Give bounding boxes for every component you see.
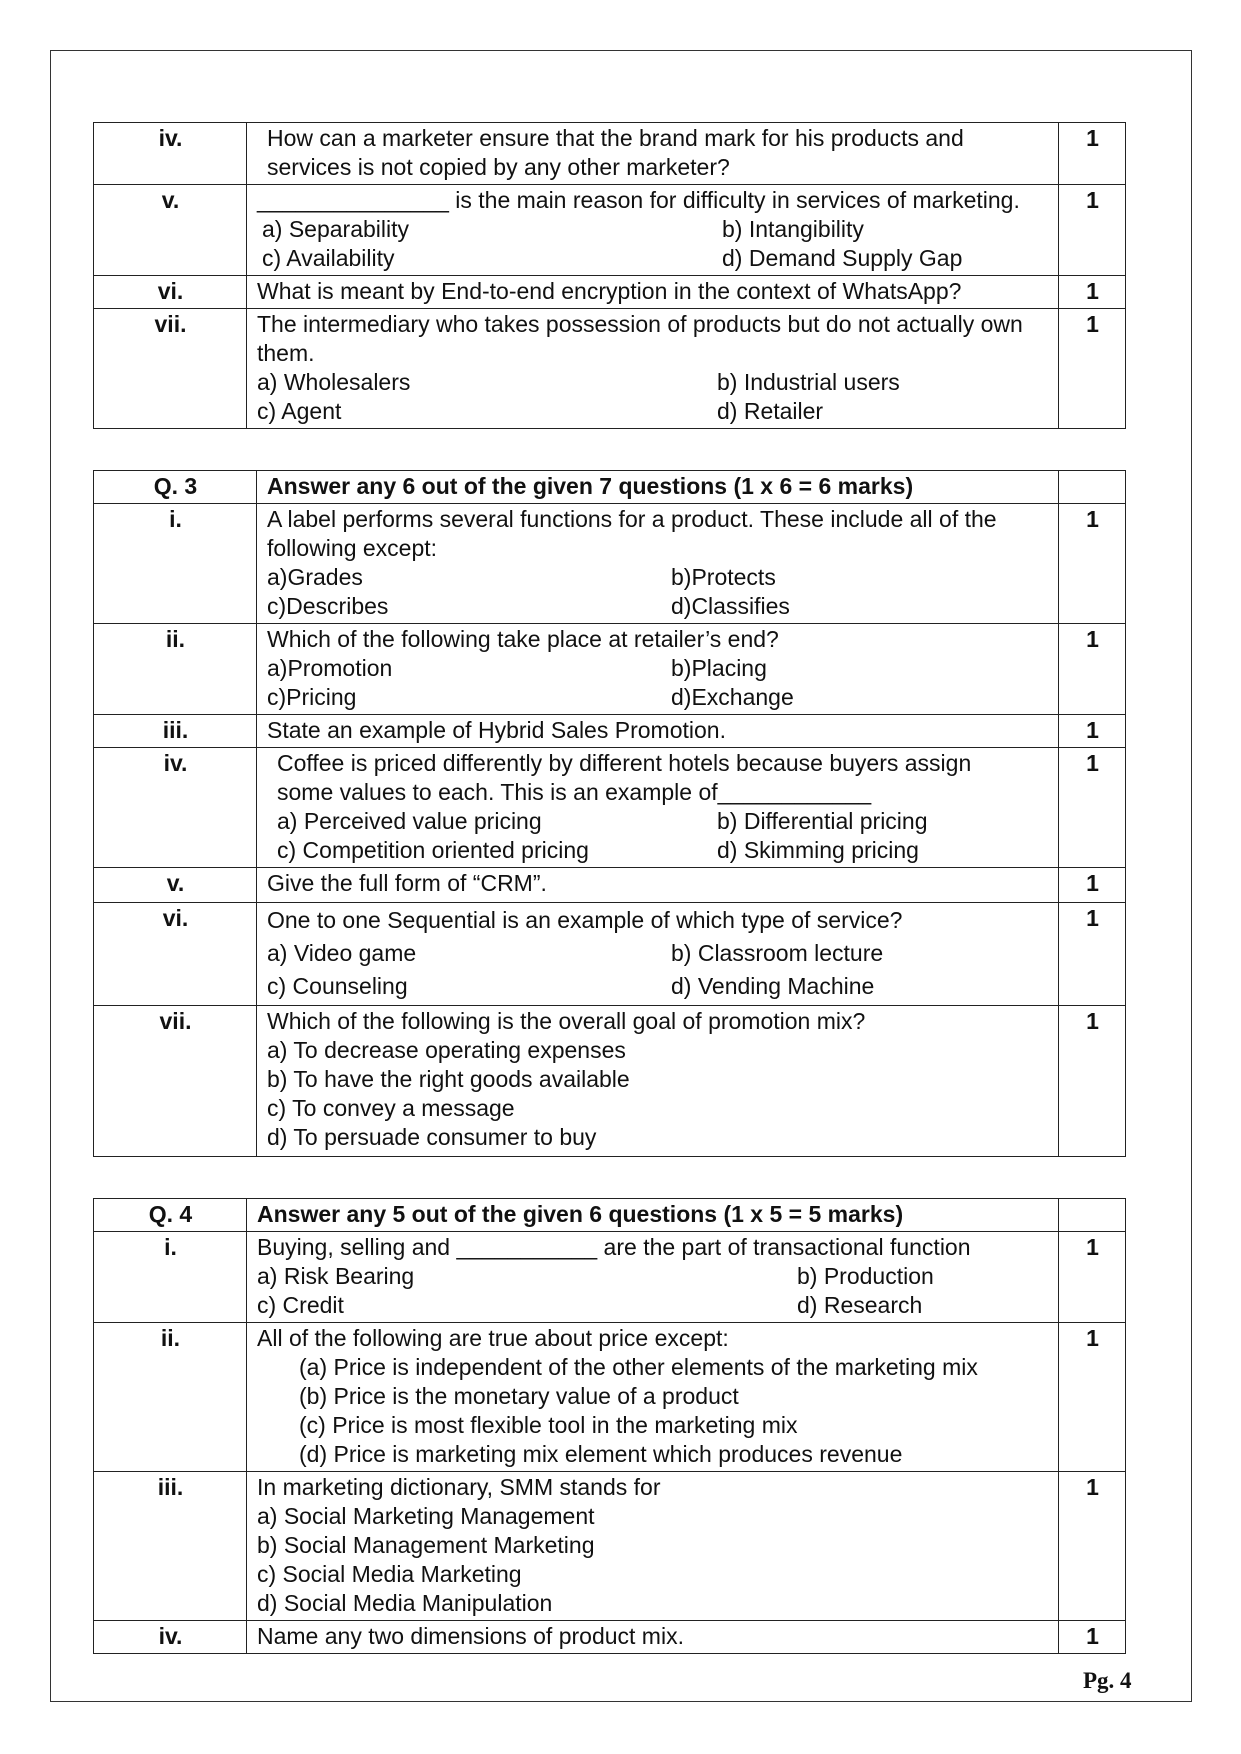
- question-number: iii.: [94, 715, 257, 748]
- option: (d) Price is marketing mix element which produces revenue: [299, 1441, 903, 1467]
- section-heading: Answer any 5 out of the given 6 questions (1 x 5 = 5 marks): [247, 1199, 1059, 1232]
- question-text: Give the full form of “CRM”.: [257, 868, 1059, 903]
- section-number: Q. 4: [94, 1199, 247, 1232]
- table-row: [94, 748, 1126, 868]
- option: b) Social Management Marketing: [257, 1532, 595, 1558]
- question-mark: 1: [1059, 1472, 1126, 1621]
- table-row: [94, 123, 1126, 185]
- option: b) Intangibility: [722, 216, 864, 242]
- table-header-row: [94, 471, 1126, 504]
- option: d)Classifies: [671, 593, 790, 619]
- question-text: [247, 1323, 1059, 1472]
- option: b) Industrial users: [717, 369, 900, 395]
- option: a) Video game: [267, 940, 417, 966]
- option: d) Demand Supply Gap: [722, 245, 963, 271]
- section-heading: Answer any 6 out of the given 7 questions (1 x 6 = 6 marks): [257, 471, 1059, 504]
- table-row: [94, 185, 1126, 276]
- question-mark: 1: [1059, 748, 1126, 868]
- question-text: [247, 1232, 1059, 1323]
- question-number: ii.: [94, 1323, 247, 1472]
- question-mark: 1: [1059, 276, 1126, 309]
- section-number: Q. 3: [94, 471, 257, 504]
- option: (c) Price is most flexible tool in the marketing mix: [299, 1412, 798, 1438]
- question-line: Which of the following is the overall goal of promotion mix?: [267, 1008, 866, 1034]
- question-mark: 1: [1059, 309, 1126, 429]
- section-mark-cell: [1059, 1199, 1126, 1232]
- option: b) Production: [797, 1263, 934, 1289]
- option: d) Social Media Manipulation: [257, 1590, 553, 1616]
- question-line: Coffee is priced differently by different hotels because buyers assign: [277, 750, 972, 776]
- question-text: [247, 185, 1059, 276]
- question-text: [247, 123, 1059, 185]
- question-text: State an example of Hybrid Sales Promotion.: [257, 715, 1059, 748]
- table-row: [94, 504, 1126, 624]
- option: (a) Price is independent of the other elements of the marketing mix: [299, 1354, 978, 1380]
- option: c) Availability: [262, 245, 395, 271]
- question-text: [257, 748, 1059, 868]
- question-mark: 1: [1059, 1323, 1126, 1472]
- option: (b) Price is the monetary value of a product: [299, 1383, 739, 1409]
- option: c) Credit: [257, 1292, 344, 1318]
- option: a) Wholesalers: [257, 369, 411, 395]
- table-row: [94, 1323, 1126, 1472]
- question-number: vii.: [94, 1006, 257, 1157]
- table-row: [94, 868, 1126, 903]
- option: a) Perceived value pricing: [277, 808, 542, 834]
- option: a) Risk Bearing: [257, 1263, 415, 1289]
- question-number: v.: [94, 185, 247, 276]
- table-row: [94, 903, 1126, 1006]
- option: c) Agent: [257, 398, 342, 424]
- section-mark-cell: [1059, 471, 1126, 504]
- option: b)Protects: [671, 564, 776, 590]
- option: d) Vending Machine: [671, 973, 875, 999]
- question-line: The intermediary who takes possession of products but do not actually own them.: [257, 311, 1023, 366]
- question-mark: 1: [1059, 903, 1126, 1006]
- question-line: services is not copied by any other marketer?: [267, 154, 730, 180]
- option: c)Pricing: [267, 684, 357, 710]
- question-number: i.: [94, 504, 257, 624]
- question-number: vii.: [94, 309, 247, 429]
- question-number: vi.: [94, 276, 247, 309]
- question-text: [257, 624, 1059, 715]
- option: a)Grades: [267, 564, 363, 590]
- question-text: [257, 903, 1059, 1006]
- option: d) Retailer: [717, 398, 824, 424]
- question-mark: 1: [1059, 123, 1126, 185]
- answer-options: [267, 654, 1049, 712]
- option: b) Classroom lecture: [671, 940, 884, 966]
- question-text: [257, 504, 1059, 624]
- table-header-row: [94, 1199, 1126, 1232]
- question-text: [247, 1472, 1059, 1621]
- question-line: All of the following are true about price except:: [257, 1325, 729, 1351]
- question-mark: 1: [1059, 1232, 1126, 1323]
- option: c)Describes: [267, 593, 389, 619]
- page-number: Pg. 4: [1083, 1668, 1132, 1693]
- answer-options: [277, 807, 1049, 865]
- question-mark: 1: [1059, 1621, 1126, 1654]
- question-mark: 1: [1059, 715, 1126, 748]
- question-text: Name any two dimensions of product mix.: [247, 1621, 1059, 1654]
- option: b) To have the right goods available: [267, 1066, 630, 1092]
- table-row: [94, 624, 1126, 715]
- question-text: [247, 309, 1059, 429]
- question-line: One to one Sequential is an example of which type of service?: [267, 907, 903, 933]
- table-row: [94, 309, 1126, 429]
- question-line: In marketing dictionary, SMM stands for: [257, 1474, 661, 1500]
- question-mark: 1: [1059, 624, 1126, 715]
- option: a) Separability: [262, 216, 410, 242]
- answer-options: [257, 368, 1049, 426]
- option: c) Counseling: [267, 973, 408, 999]
- answer-options: [267, 563, 1049, 621]
- option: a) Social Marketing Management: [257, 1503, 595, 1529]
- question-table-continued: [93, 122, 1126, 429]
- question-number: iv.: [94, 1621, 247, 1654]
- question-number: v.: [94, 868, 257, 903]
- question-mark: 1: [1059, 868, 1126, 903]
- option: c) Social Media Marketing: [257, 1561, 522, 1587]
- question-number: vi.: [94, 903, 257, 1006]
- question-number: iv.: [94, 123, 247, 185]
- table-row: [94, 1621, 1126, 1654]
- question-line: How can a marketer ensure that the brand mark for his products and: [267, 125, 964, 151]
- question-text: What is meant by End-to-end encryption in the context of WhatsApp?: [247, 276, 1059, 309]
- question-number: ii.: [94, 624, 257, 715]
- option: c) To convey a message: [267, 1095, 515, 1121]
- option: d) Research: [797, 1292, 923, 1318]
- answer-options: [257, 1262, 1049, 1320]
- table-row: [94, 715, 1126, 748]
- question-line: A label performs several functions for a product. These include all of the following except:: [267, 506, 997, 561]
- table-row: [94, 276, 1126, 309]
- question-mark: 1: [1059, 185, 1126, 276]
- answer-options: [267, 937, 1049, 1003]
- table-row: [94, 1006, 1126, 1157]
- question-line: Buying, selling and ___________ are the part of transactional function: [257, 1234, 971, 1260]
- option: b) Differential pricing: [717, 808, 928, 834]
- question-table-q3: [93, 470, 1126, 1157]
- option: a)Promotion: [267, 655, 393, 681]
- answer-options: [257, 215, 1049, 273]
- question-line: some values to each. This is an example of____________: [277, 779, 872, 805]
- question-line: Which of the following take place at retailer’s end?: [267, 626, 779, 652]
- table-row: [94, 1472, 1126, 1621]
- option: d) To persuade consumer to buy: [267, 1124, 597, 1150]
- option: b)Placing: [671, 655, 767, 681]
- question-text: [257, 1006, 1059, 1157]
- option: d) Skimming pricing: [717, 837, 919, 863]
- question-line: _______________ is the main reason for difficulty in services of marketing.: [257, 187, 1020, 213]
- question-number: i.: [94, 1232, 247, 1323]
- question-mark: 1: [1059, 504, 1126, 624]
- option: a) To decrease operating expenses: [267, 1037, 626, 1063]
- question-number: iv.: [94, 748, 257, 868]
- question-number: iii.: [94, 1472, 247, 1621]
- option: c) Competition oriented pricing: [277, 837, 589, 863]
- table-row: [94, 1232, 1126, 1323]
- option: d)Exchange: [671, 684, 794, 710]
- question-mark: 1: [1059, 1006, 1126, 1157]
- question-table-q4: [93, 1198, 1126, 1654]
